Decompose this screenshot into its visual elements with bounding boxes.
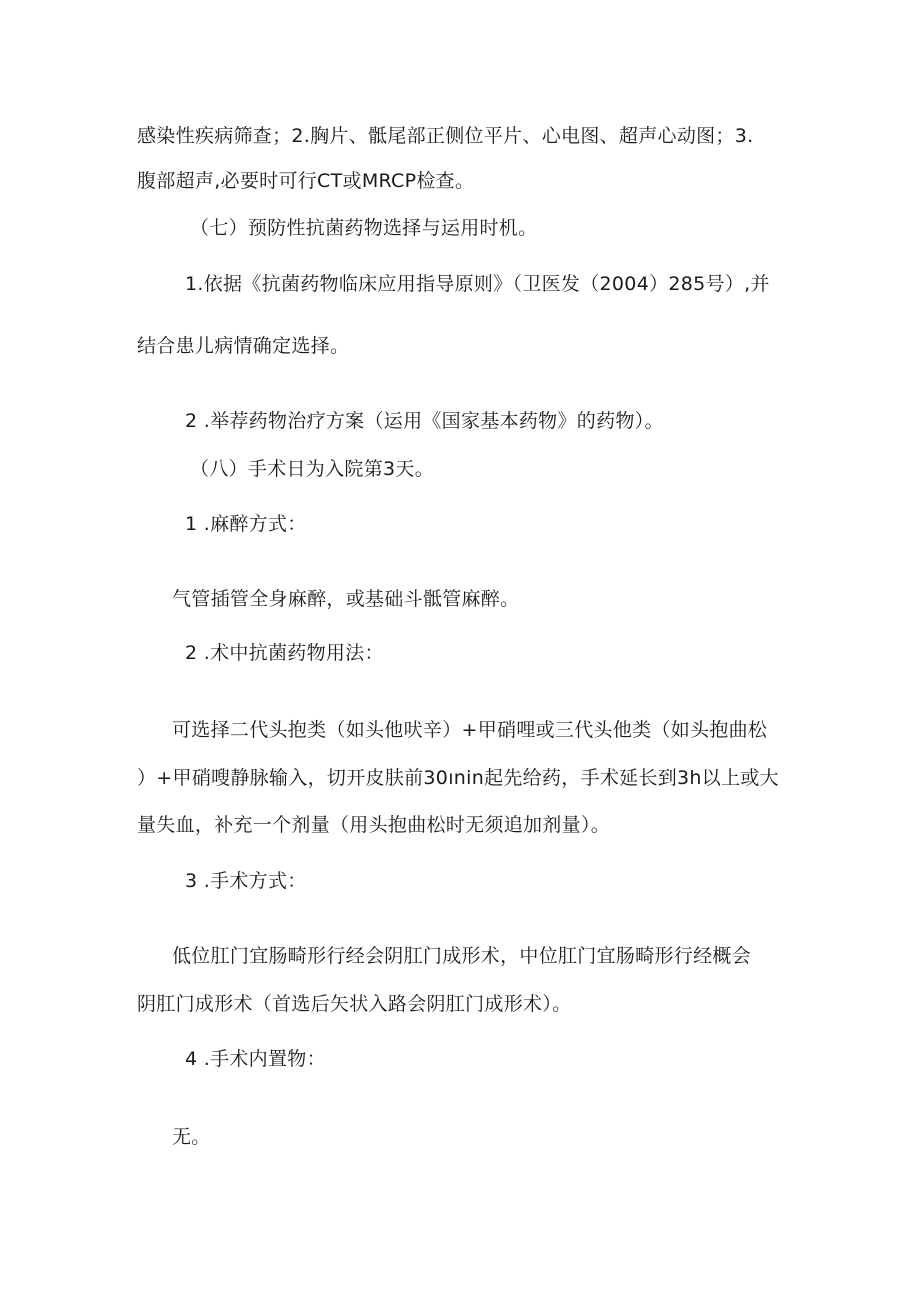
list-item-antibiotics: 2 .术中抗菌药物用法：: [185, 642, 384, 664]
text-antibiotics-1: 可选择二代头抱类（如头他吠辛）+甲硝哩或三代头他类（如头抱曲松: [172, 719, 768, 741]
list-item-surgery-method: 3 .手术方式：: [185, 870, 307, 892]
text-antibiotics-3: 量失血，补充一个剂量（用头抱曲松时无须追加剂量）。: [137, 814, 611, 836]
text-antibiotics-2: ）+甲硝嗖静脉输入，切开皮肤前30ınin起先给药，手术延长到3h以上或大: [137, 767, 779, 789]
section-heading-7: （七）预防性抗菌药物选择与运用时机。: [190, 217, 538, 239]
list-item-implants: 4 .手术内置物：: [185, 1048, 326, 1070]
text-line-4: 1.依据《抗菌药物临床应用指导原则》（卫医发（2004）285号）,并: [185, 273, 770, 295]
text-surgery-1: 低位肛门宜肠畸形行经会阴肛门成形术，中位肛门宜肠畸形行经概会: [172, 945, 752, 967]
text-line-1: 感染性疾病筛查；2.胸片、骶尾部正侧位平片、心电图、超声心动图；3.: [137, 125, 754, 147]
list-item-anesthesia: 1 .麻醉方式：: [185, 513, 307, 535]
section-heading-8: （八）手术日为入院第3天。: [190, 458, 434, 480]
text-line-2: 腹部超声,必要时可行CT或MRCP检查。: [137, 170, 475, 192]
text-line-5: 结合患儿病情确定选择。: [137, 335, 350, 357]
text-anesthesia-detail: 气管插管全身麻醉，或基础斗骶管麻醉。: [172, 588, 520, 610]
text-surgery-2: 阴肛门成形术（首选后矢状入路会阴肛门成形术）。: [137, 993, 572, 1015]
list-item-2: 2 .举荐药物治疗方案（运用《国家基本药物》的药物）。: [185, 410, 664, 432]
text-implants-detail: 无。: [172, 1126, 211, 1148]
